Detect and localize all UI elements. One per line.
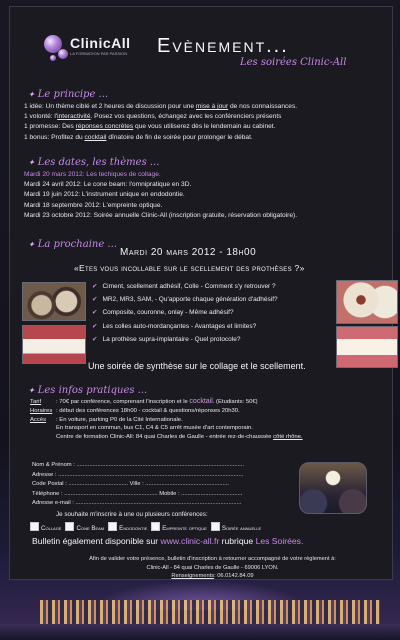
principe-line: 1 idée: Un thème ciblé et 2 heures de discussion pour une mise à jour de nos connaissances.	[24, 103, 298, 110]
tarif-row: Tarif : 70€ par conférence, comprenant l'inscription et le cocktail. (Etudiants: 50€)	[30, 398, 258, 405]
phone-field[interactable]: Téléphone : .......................................................... Mobile : ......................................	[32, 490, 243, 497]
next-event-date: Mardi 20 mars 2012 - 18h00	[120, 247, 257, 258]
checkbox-soiree-annuelle[interactable]: Soirée annuelle	[211, 522, 261, 532]
checkbox-cone-beam[interactable]: Cone Beam	[65, 522, 104, 532]
acces-row: Centre de formation Clinic-All: 84 quai Charles de Gaulle - entrée rez-de-chaussée côté rhône.	[56, 434, 303, 441]
check-icon: ✔	[92, 322, 98, 330]
checklist-item: ✔ Composite, couronne, onlay - Même adhésif?	[92, 309, 234, 317]
checkbox-endodontie[interactable]: Endodontie	[108, 522, 147, 532]
checklist-item: ✔ MR2, MR3, SAM, - Qu'apporte chaque génération d'adhésif?	[92, 296, 278, 304]
dental-photo-smile	[336, 326, 398, 368]
dental-photo-cavity	[336, 280, 398, 324]
postal-city-field[interactable]: Code Postal : ..................................... Ville : ....................................................	[32, 481, 230, 487]
principe-line: 1 bonus: Profitez du cocktail dînatoire de fin de soirée pour prolonger le débat.	[24, 133, 253, 141]
date-item: Mardi 18 septembre 2012: L'empreinte optique.	[24, 201, 163, 209]
checklist-item: ✔ Ciment, scellement adhésif, Colle - Comment s'y retrouver ?	[92, 283, 276, 290]
bulletin-line: Bulletin également disponible sur www.clinic-all.fr rubrique Les Soirées.	[32, 536, 304, 546]
checkbox-collage[interactable]: Collage	[30, 522, 61, 532]
topic-checkboxes	[30, 522, 390, 532]
logo-brand: ClinicAll	[70, 35, 131, 51]
acces-row: En transport en commun, bus C1, C4 & C5 arrêt musée d'art contemporain.	[56, 425, 253, 432]
acces-row: Accès : En voiture, parking P0 de la Cité Internationale.	[30, 416, 183, 423]
check-icon: ✔	[92, 283, 98, 290]
checklist-item: ✔ Les colles auto-mordançantes - Avantages et limites?	[92, 322, 257, 330]
dental-photo-incisors	[22, 325, 86, 364]
horaires-row: Horaires : début des conférences 18h00 - cocktail & questions/réponses 20h30.	[30, 407, 240, 414]
date-item: Mardi 20 mars 2012: Les techiques de collage.	[24, 171, 161, 178]
next-event-question: «Etes vous incollable sur le scellement des prothèses ?»	[74, 263, 305, 273]
name-field[interactable]: Nom & Prénom : ........................................................................................................	[32, 462, 244, 468]
principe-line: 1 volonté: l'interactivité. Posez vos questions, échangez avec les conférenciers présents	[24, 113, 282, 121]
dates-list	[24, 170, 384, 221]
address-field[interactable]: Adresse : ...................................................................................................................	[32, 471, 244, 478]
city-night-skyline	[0, 580, 400, 640]
prochaine-heading: ✦ La prochaine ...	[28, 239, 117, 250]
website-link[interactable]: www.clinic-all.fr	[160, 536, 220, 546]
infos-block	[30, 398, 390, 442]
checklist-item: ✔ La prothèse supra-implantaire - Quel protocole?	[92, 335, 241, 343]
check-icon: ✔	[92, 296, 98, 304]
date-item: Mardi 19 juin 2012: L'instrument unique en endodontie.	[24, 191, 185, 199]
date-item: Mardi 24 avril 2012: Le cone beam: l'omnipratique en 3D.	[24, 181, 192, 189]
dates-heading: ✦ Les dates, les thèmes ...	[28, 157, 159, 168]
check-icon: ✔	[92, 335, 98, 343]
flyer-card	[9, 6, 393, 580]
event-subtitle: Les soirées Clinic-All	[240, 57, 347, 68]
dental-photo-molars	[22, 282, 86, 321]
header	[10, 7, 392, 67]
infos-heading: ✦ Les infos pratiques ...	[28, 385, 147, 396]
principe-heading: ✦ Le principe ...	[28, 89, 108, 100]
clinicall-logo	[44, 29, 132, 65]
synthese-line: Une soirée de synthèse sur le collage et le scellement.	[88, 361, 306, 371]
conference-audience-photo	[299, 462, 367, 514]
return-instructions: Afin de valider votre présence, bulletin d'inscription à retourner accompagné de votre règlement à: Clinic-All - 84 quai Charles de Gaulle - 69006 LYON. Renseignements: 06.0142.84.09	[89, 556, 336, 580]
event-title: Evènement...	[157, 35, 289, 57]
registration-form	[32, 461, 302, 509]
date-item: Mardi 23 octobre 2012: Soirée annuelle Clinic-All (inscription gratuite, réservation obligatoire).	[24, 211, 298, 219]
logo-tagline: LA FORMATION PAR PASSION	[70, 51, 128, 56]
principe-list	[24, 102, 384, 143]
topic-checklist	[92, 280, 336, 346]
interest-label: Je souhaite m'inscrire à une ou plusieurs conférences:	[56, 511, 208, 518]
checkbox-empreinte-optique[interactable]: Empreinte optique	[151, 522, 207, 532]
email-field[interactable]: Adresse e-mail : .......................................................................................................	[32, 500, 242, 506]
principe-line: 1 promesse: Des réponses concrètes que vous utiliserez dès le lendemain au cabinet.	[24, 123, 276, 131]
check-icon: ✔	[92, 309, 98, 317]
